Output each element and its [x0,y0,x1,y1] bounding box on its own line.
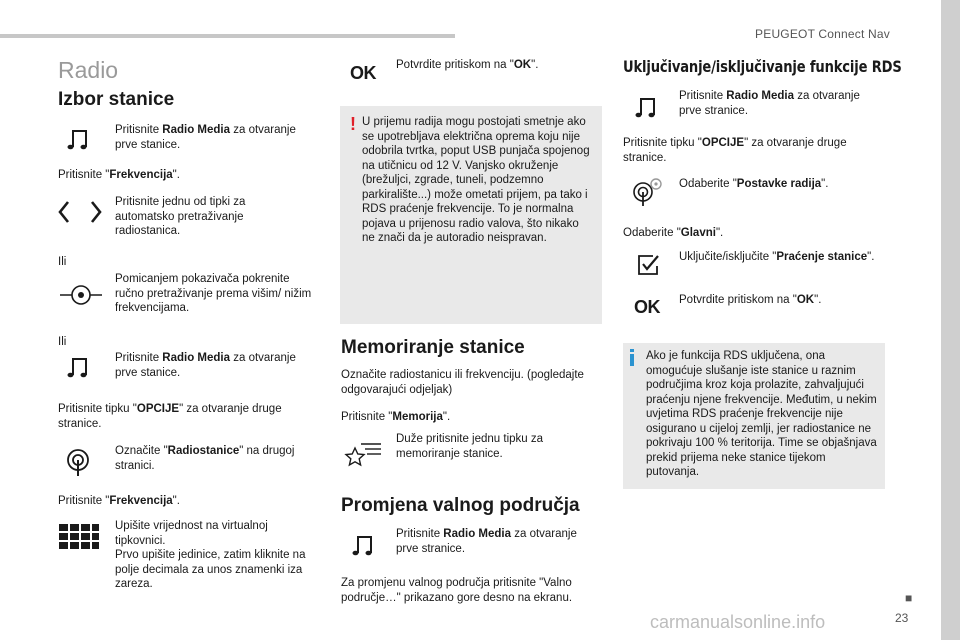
text-change-band: Za promjenu valnog područja pritisnite "Valno područje…" prikazano gore desno na ekranu. [341,577,573,604]
side-bar [941,0,960,640]
star-memory-icon [342,440,384,470]
text-confirm-ok-2: Potvrdite pritiskom na "OK". [679,294,822,306]
text-manual-search: Pomicanjem pokazivača pokrenite ručno pretraživanje prema višim/ nižim frekvencijama. [115,273,312,314]
text-long-press: Duže pritisnite jednu tipku za memoriranje stanice. [396,433,544,460]
watermark: carmanualsonline.info [650,612,826,632]
heading-rds: Uključivanje/isključivanje funkcije RDS [623,57,902,76]
warning-text: U prijemu radija mogu postojati smetnje ako se upotrebljava električna oprema koju nije odobrila tvrtka, poput USB punjača spojenog na utičnicu od 12 V. Vanjsko okruženje (brežuljci, zgrade, tuneli, podzemno parkiralište...) može ometati prijem, pa tako i RDS praćenje frekvencije. To je normalna pojava u prijenosu radio valova, što nikako ne znači da je autoradio neispravan. [362,116,590,244]
music-note-icon [60,352,96,382]
text-radio-media-4: Pritisnite Radio Media za otvaranje prve stranice. [679,90,860,117]
heading-valno-podrucje: Promjena valnog područja [341,495,580,516]
text-radio-media-2: Pritisnite Radio Media za otvaranje prve stanice. [115,352,296,379]
text-memorija: Pritisnite "Memorija". [341,411,451,423]
text-radio-media-3: Pritisnite Radio Media za otvaranje prve stranice. [396,528,577,555]
text-select-station: Označite radiostanicu ili frekvenciju. (pogledajte odgovarajući odjeljak) [341,369,584,396]
music-note-icon [345,530,381,560]
heading-memoriranje: Memoriranje stanice [341,337,525,358]
text-ili-2: Ili [58,336,67,348]
radio-settings-icon [628,176,666,208]
text-glavni: Odaberite "Glavni". [623,227,724,239]
text-auto-search: Pritisnite jednu od tipki za automatsko pretraživanje radiostanica. [115,196,246,237]
text-confirm-ok-1: Potvrdite pritiskom na "OK". [396,59,539,71]
text-virtual-keyboard: Upišite vrijednost na virtualnoj tipkovnici. Prvo upišite jedinice, zatim kliknite na polje decimala za unos znamenki iza zareza. [115,520,306,590]
running-title: PEUGEOT Connect Nav [755,27,890,41]
heading-izbor-stanice: Izbor stanice [58,89,175,110]
text-opcije-2: Pritisnite tipku "OPCIJE" za otvaranje druge stranice. [623,137,847,164]
tuner-slider-icon [58,282,104,308]
text-opcije-1: Pritisnite tipku "OPCIJE" za otvaranje druge stranice. [58,403,282,430]
music-note-icon [628,92,664,122]
header-rule [0,34,455,38]
info-icon [630,349,634,366]
page-number: 23 [895,611,909,625]
text-ili-1: Ili [58,256,67,268]
ok-icon: OK [350,62,376,83]
chevron-left-right-icon [55,198,105,226]
page-bullet: ■ [905,591,913,605]
text-frekvencija-1: Pritisnite "Frekvencija". [58,169,180,181]
warning-box [340,106,602,324]
text-radio-media-1: Pritisnite Radio Media za otvaranje prve stanice. [115,124,296,151]
section-title: Radio [58,57,119,83]
warning-icon: ! [350,114,356,134]
text-pracenje-stanice: Uključite/isključite "Praćenje stanice". [679,251,875,263]
music-note-icon [60,124,96,154]
text-frekvencija-2: Pritisnite "Frekvencija". [58,495,180,507]
text-radiostanice: Označite "Radiostanice" na drugoj stranici. [115,445,295,472]
ok-icon: OK [634,296,660,317]
text-postavke-radija: Odaberite "Postavke radija". [679,178,829,190]
keypad-icon [58,522,100,552]
radio-signal-icon [60,446,96,478]
info-text: Ako je funkcija RDS uključena, ona omogućuje slušanje iste stanice u raznim područjima kroz koja prolazite, zahvaljujući praćenju njene frekvencije. Međutim, u nekim uvjetima RDS praćenje frekvencije nije osigurano u cijeloj zemlji, jer radiostanice ne pokrivaju 100 % teritorija. Time se objašnjava prekid prijema neke stanice tijekom putovanja. [646,350,877,478]
info-box [623,343,885,489]
checkbox-icon [632,250,664,280]
